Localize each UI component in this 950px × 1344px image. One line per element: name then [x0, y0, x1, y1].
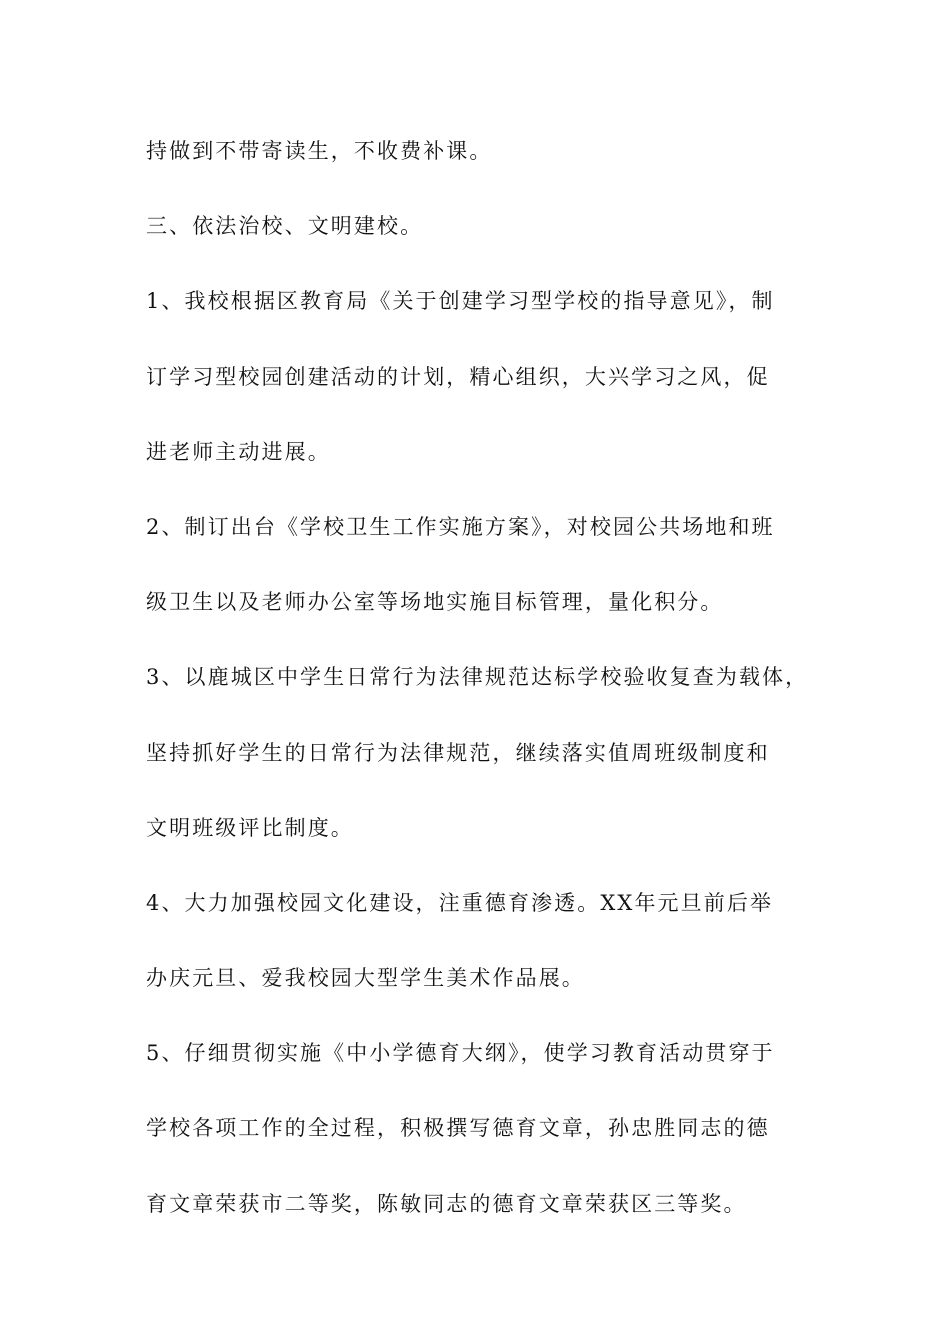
text-line: 3、以鹿城区中学生日常行为法律规范达标学校验收复查为载体，: [146, 665, 809, 690]
text-line: 进老师主动进展。: [146, 439, 331, 464]
text-line: 4、大力加强校园文化建设，注重德育渗透。XX年元旦前后举: [146, 890, 774, 915]
document-body: [146, 133, 816, 1223]
text-line: 办庆元旦、爱我校园大型学生美术作品展。: [146, 966, 585, 991]
text-line: 1、我校根据区教育局《关于创建学习型学校的指导意见》，制: [146, 289, 775, 314]
section-heading: 三、依法治校、文明建校。: [146, 214, 424, 239]
text-line: 订学习型校园创建活动的计划，精心组织，大兴学习之风，促: [146, 364, 770, 389]
text-line: 2、制订出台《学校卫生工作实施方案》，对校园公共场地和班: [146, 514, 775, 539]
text-line: 学校各项工作的全过程，积极撰写德育文章，孙忠胜同志的德: [146, 1116, 770, 1141]
text-line: 育文章荣获市二等奖，陈敏同志的德育文章荣获区三等奖。: [146, 1191, 747, 1216]
text-line: 文明班级评比制度。: [146, 815, 354, 840]
text-line: 级卫生以及老师办公室等场地实施目标管理，量化积分。: [146, 590, 724, 615]
text-line: 持做到不带寄读生，不收费补课。: [146, 139, 493, 163]
text-line: 5、仔细贯彻实施《中小学德育大纲》，使学习教育活动贯穿于: [146, 1041, 775, 1066]
text-line: 坚持抓好学生的日常行为法律规范，继续落实值周班级制度和: [146, 740, 770, 765]
